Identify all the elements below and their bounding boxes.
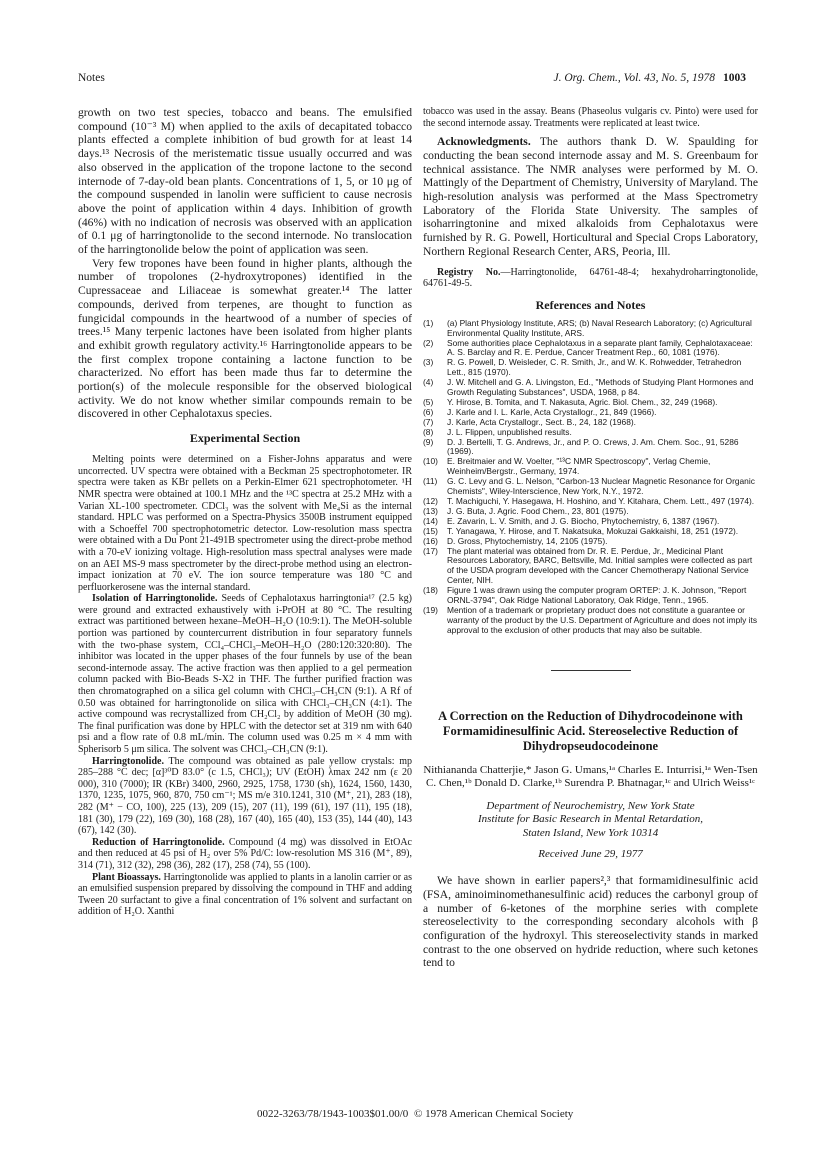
reference-item — [423, 358, 758, 378]
reference-text: The plant material was obtained from Dr. R. E. Perdue, Jr., Medicinal Plant Resources Laboratory, BARC, Beltsville, Md. Initial samples were collected as part of the USDA program developed with the Cancer Chemotherapy National Service Center, NIH. — [447, 545, 753, 586]
reference-number: (17) — [423, 545, 438, 556]
reference-text: J. W. Mitchell and G. A. Livingston, Ed., "Methods of Studying Plant Hormones and Growth Regulating Substances", USDA, 1968, p 84. — [447, 377, 754, 398]
reference-number: (3) — [423, 357, 434, 368]
reference-number: (16) — [423, 535, 438, 546]
reference-number: (11) — [423, 476, 438, 487]
reference-text: Y. Hirose, B. Tomita, and T. Nakasuta, Agric. Biol. Chem., 32, 249 (1968). — [447, 396, 718, 407]
reference-number: (19) — [423, 604, 438, 615]
section-title-references: References and Notes — [535, 297, 646, 312]
reference-number: (13) — [423, 505, 438, 516]
reference-item — [423, 477, 758, 497]
reference-number: (6) — [423, 406, 434, 417]
reference-text: E. Zavarin, L. V. Smith, and J. G. Biocho, Phytochemistry, 6, 1387 (1967). — [447, 515, 720, 526]
paragraph-bioassays — [78, 872, 412, 918]
reference-number: (14) — [423, 515, 438, 526]
author-list: Nithiananda Chatterjie,* Jason G. Umans,¹ᵃ Charles E. Inturrisi,¹ᵃ Wen-Tsen C. Chen,¹ᵇ Donald D. Clarke,¹ᵇ Surendra P. Bhatnagar,¹ᶜ and Ulrich Weiss¹ᶜ — [423, 763, 758, 789]
paragraph-tropones: Very few tropones have been found in higher plants, although the number of tropolones (2-hydroxytropones) identified in the Cupressaceae and Liliaceae is somewhat greater.¹⁴ The latter compounds, derived from terpenes, are thought to function as fungicidal compounds in the heartwood of a number of species of trees.¹⁵ Many terpenic lactones have been isolated from higher plants and exhibit growth regulatory activity.¹⁶ Harringtonolide appears to be the first complex tropone containing a lactone function to be characterized. No effort has been made thus far to determine the portion(s) of the molecule responsible for the observed biological activity. We do not know whether similar compounds remain to be discovered in other Cephalotaxus species. — [78, 256, 412, 421]
reference-text: G. C. Levy and G. L. Nelson, "Carbon-13 Nuclear Magnetic Resonance for Organic Chemists", Wiley-Interscience, New York, N.Y., 1972. — [447, 476, 755, 497]
harringtonolide-text: The compound was obtained as pale yellow crystals: mp 285–288 °C dec; [α]³⁰D 83.0° (c 1.5, CHCl₃); UV (EtOH) λmax 242 nm (ε 20 000), 310 (7000); IR (KBr) 3400, 2960, 2925, 1758, 1730 (sh), 1624, 1560, 1430, 1370, 1235, 1075, 960, 870, 750 cm⁻¹; MS m/e 310.1241, 310 (M⁺, 21), 283 (18), 282 (M⁺ − CO, 100), 225 (13), 209 (15), 207 (11), 199 (61), 197 (11), 195 (18), 181 (30), 179 (22), 169 (30), 168 (28), 167 (40), 165 (40), 153 (35), 144 (40), 143 (67), 142 (30). — [78, 755, 412, 837]
affiliation-line-1: Department of Neurochemistry, New York State — [486, 799, 695, 812]
right-column — [423, 106, 758, 970]
affiliation-line-3: Staten Island, New York 10314 — [522, 826, 659, 839]
reference-number: (8) — [423, 426, 434, 437]
reference-text: D. Gross, Phytochemistry, 14, 2105 (1975). — [447, 535, 608, 546]
reference-text: T. Machiguchi, Y. Hasegawa, H. Hoshino, and Y. Kitahara, Chem. Lett., 497 (1974). — [447, 496, 755, 507]
reference-item — [423, 339, 758, 359]
footer-code: 0022-3263/78/1943-1003$01.00/0 — [257, 1108, 409, 1120]
reference-item — [423, 547, 758, 587]
reference-number: (7) — [423, 416, 434, 427]
harringtonolide-heading: Harringtonolide. — [92, 755, 164, 767]
paragraph-tobacco: tobacco was used in the assay. Beans (Phaseolus vulgaris cv. Pinto) were used for the second internode assay. Treatments were replicated at least twice. — [423, 106, 758, 129]
reference-text: J. Karle, Acta Crystallogr., Sect. B., 24, 182 (1968). — [447, 416, 636, 427]
reference-number: (9) — [423, 436, 434, 447]
acknowledgments-text: The authors thank D. W. Spaulding for conducting the bean second internode assay and M. S. Greenbaum for technical assistance. The NMR analyses were performed by M. O. Mattingly of the Department of Chemistry, University of Maryland. The high-resolution analysis was performed at the Mass Spectrometry Laboratory of the Florida State University. The samples of isoharringtonine and mixed alkaloids from Cephalotaxus were furnished by R. G. Powell, Horticultural and Special Crops Laboratory, Northern Regional Research Center, ARS, Peoria, Ill. — [423, 135, 758, 258]
paragraph-harringtonolide — [78, 756, 412, 837]
bioassays-heading: Plant Bioassays. — [92, 871, 161, 883]
reference-number: (5) — [423, 396, 434, 407]
reference-text: J. L. Flippen, unpublished results. — [447, 426, 572, 437]
reference-text: (a) Plant Physiology Institute, ARS; (b) Naval Research Laboratory; (c) Agricultural Environmental Quality Institute, ARS. — [447, 317, 752, 338]
reference-item — [423, 438, 758, 458]
registry-heading: Registry No. — [437, 266, 501, 278]
reference-number: (12) — [423, 496, 438, 507]
isolation-heading: Isolation of Harringtonolide. — [92, 593, 218, 605]
reference-text: J. Karle and I. L. Karle, Acta Crystallogr., 21, 849 (1966). — [447, 406, 657, 417]
reference-number: (10) — [423, 456, 438, 467]
reduction-heading: Reduction of Harringtonolide. — [92, 836, 225, 848]
received-date: Received June 29, 1977 — [538, 848, 643, 861]
reference-item — [423, 457, 758, 477]
section-divider — [551, 670, 631, 671]
bioassays-text: Harringtonolide was applied to plants in a lanolin carrier or as an emulsified suspension prepared by dissolving the compound in THF and adding Tween 20 surfactant to give a final concentration of 1% solvent and surfactant on addition of H₂O. Xanthi — [78, 871, 412, 918]
affiliation — [423, 800, 758, 841]
footer-copyright: © 1978 American Chemical Society — [414, 1108, 574, 1120]
paragraph-growth: growth on two test species, tobacco and beans. The emulsified compound (10⁻³ M) when applied to the axils of decapitated tobacco plants effected a complete inhibition of bud growth for at least 14 days.¹³ Necrosis of the meristematic tissue usually occurred and was also observed in the application of the tropone lactone to the second internode of 7-day-old bean plants. Concentrations of 1, 5, or 10 μg of the compound suspended in lanolin were sufficient to cause necrosis above the point of application within 4 days. Inhibition of growth (46%) with no indication of necrosis was observed with an application of 0.1 μg of harringtonolide to the second internode. No translocation of the harringtonolide below the point of application was seen. — [78, 106, 412, 257]
reference-number: (18) — [423, 585, 438, 596]
reference-text: E. Breitmaier and W. Voelter, "¹³C NMR Spectroscopy", Verlag Chemie, Weinheim/Bergstr., Germany, 1974. — [447, 456, 711, 477]
reference-item — [423, 586, 758, 606]
reference-text: Some authorities place Cephalotaxus in a separate plant family, Cephalotaxaceae: A. S. Barclay and R. E. Perdue, Cancer Treatment Rep., 60, 1081 (1976). — [447, 337, 753, 358]
reference-text: R. G. Powell, D. Weisleder, C. R. Smith, Jr., and W. K. Rohwedder, Tetrahedron Lett., 815 (1970). — [447, 357, 742, 378]
section-title-experimental: Experimental Section — [189, 431, 301, 446]
reference-text: T. Yanagawa, Y. Hirose, and T. Nakatsuka, Mokuzai Gakkaishi, 18, 251 (1972). — [447, 525, 739, 536]
reference-item — [423, 378, 758, 398]
paragraph-registry — [423, 267, 758, 290]
paragraph-methods: Melting points were determined on a Fisher-Johns apparatus and were uncorrected. UV spectra were obtained with a Beckman 25 spectrophotometer. IR spectra were taken as KBr pellets on a Perkin-Elmer 621 spectrophotometer. ¹H NMR spectra were obtained at 100.1 MHz and the ¹³C spectra at 25.2 MHz with a Varian XL-100 spectrometer. CDCl₃ was the solvent with Me₄Si as the internal standard. HPLC was performed on a Spectra-Physics 3500B instrument equipped with a Schoeffel 700 spectrophotometric detector. Low-resolution mass spectra were obtained with a Du Pont 21-491B spectrometer using the direct-probe method with a 70-eV ionizing voltage. High-resolution mass spectral analyses were made on an AEI MS-9 mass spectrometer by the direct-probe method using an electron-impact ionization at 70 eV. The ion source temperature was 180 °C and perfluorkerosene was the internal standard. — [78, 454, 412, 593]
acknowledgments-heading: Acknowledgments. — [437, 135, 531, 149]
reference-text: Mention of a trademark or proprietary product does not constitute a guarantee or warranty of the product by the U.S. Department of Agriculture and does not imply its approval to the exclusion of other products that may also be suitable. — [447, 604, 758, 635]
reference-item — [423, 606, 758, 636]
isolation-text: Seeds of Cephalotaxus harringtonia¹⁷ (2.5 kg) were ground and extracted exhaustively with i-PrOH at 80 °C. The resulting extract was partitioned between hexane–MeOH–H₂O (10:9:1). The MeOH-soluble portion was partioned by countercurrent distribution in four separatory funnels with the two-phase system, CCl₄–CHCl₃–MeOH–H₂O (280:120:320:80). The inhibitor was located in the upper phases of the four funnels by use of the bean second-internode assay. The active fraction was then applied to a gel permeation column packed with Bio-Beads S-X2 in THF. The further purified fraction was then chromatographed on a silica gel column with CHCl₃–CH₃CN (9:1). A Rf of 0.50 was obtained for harringtonolide on silica with CHCl₃–CH₃CN (4:1). The active compound was recrystallized from CH₂Cl₂ by addition of MeOH (30 mg). The final purification was done by HPLC with the detector set at 319 nm with 640 psi and a flow rate of 0.8 mL/min. The column used was 0.25 m × 4 mm with Spherisorb 5 μm silica. The solvent was CHCl₃–CH₃CN (9:1). — [78, 593, 412, 756]
reduction-text: Compound (4 mg) was dissolved in EtOAc and then reduced at 45 psi of H₂ over 5% Pd/C: low-resolution MS 316 (M⁺, 89), 314 (71), 312 (32), 298 (36), 282 (17), 258 (74), 55 (100). — [78, 836, 412, 871]
reference-item — [423, 319, 758, 339]
paragraph-isolation — [78, 593, 412, 755]
reference-number: (2) — [423, 337, 434, 348]
paragraph-acknowledgments — [423, 135, 758, 258]
reference-list — [423, 319, 758, 636]
registry-text: —Harringtonolide, 64761-48-4; hexahydroharringtonolide, 64761-49-5. — [423, 266, 759, 290]
article-title: A Correction on the Reduction of Dihydrocodeinone with Formamidinesulfinic Acid. Stereoselective Reduction of Dihydropseudocodeinone — [438, 708, 743, 753]
reference-text: Figure 1 was drawn using the computer program ORTEP: J. K. Johnson, "Report ORNL-3794", Oak Ridge National Laboratory, Oak Ridge, Tenn., 1965. — [447, 585, 747, 606]
section-label: Notes — [78, 72, 105, 84]
affiliation-line-2: Institute for Basic Research in Mental Retardation, — [478, 813, 703, 826]
reference-number: (4) — [423, 377, 434, 388]
running-head — [78, 72, 746, 88]
reference-text: J. G. Buta, J. Agric. Food Chem., 23, 801 (1975). — [447, 505, 629, 516]
reference-number: (15) — [423, 525, 438, 536]
paragraph-introduction: We have shown in earlier papers²,³ that formamidinesulfinic acid (FSA, aminoiminomethanesulfinic acid) reduces the carbonyl group of a number of 6-ketones of the morphine series with complete stereoselectivity to the corresponding secondary alcohols with β configuration of the hydroxyl. This stereoselectivity stands in marked contrast to the one observed on hydride reduction, where such ketones tend to — [423, 874, 758, 970]
journal-name: J. Org. Chem., Vol. 43, No. 5, 1978 — [553, 72, 715, 84]
reference-text: D. J. Bertelli, T. G. Andrews, Jr., and P. O. Crews, J. Am. Chem. Soc., 91, 5286 (1969). — [447, 436, 739, 457]
page-number: 1003 — [723, 72, 746, 84]
paragraph-reduction — [78, 837, 412, 872]
left-column — [78, 106, 412, 918]
journal-citation — [553, 72, 746, 84]
reference-number: (1) — [423, 317, 434, 328]
